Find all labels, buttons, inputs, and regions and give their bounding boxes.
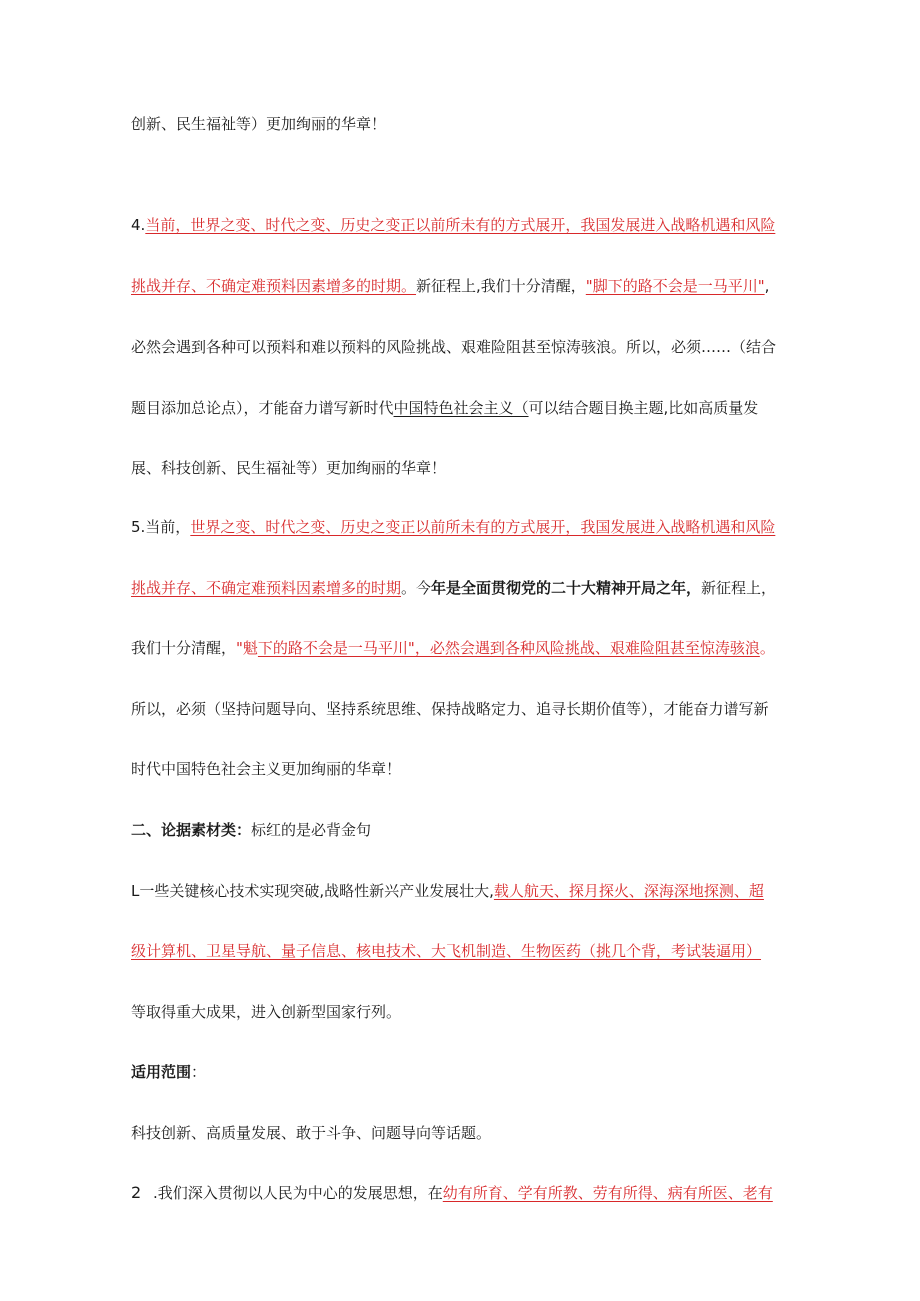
text-run: 所以，必须（坚持问题导向、坚持系统思维、保持战略定力、追寻长期价值等），才能奋力谱写新: [131, 700, 769, 718]
item-number: 2: [131, 1183, 142, 1202]
paragraph-4-line-1: [131, 213, 796, 237]
highlighted-text: 下的路不会是一马平川"，必然会遇到各种风险挑战、艰难险阻甚至惊涛骇浪: [257, 639, 760, 657]
material-1-line-2: [131, 939, 796, 963]
paragraph-5-line-4: [131, 697, 796, 721]
section-heading: [131, 818, 796, 842]
material-2-line-1: [131, 1181, 796, 1205]
scope-label: [131, 1060, 796, 1084]
item-number: 5.当前，: [131, 518, 191, 536]
highlighted-text: 载人航天、探月探火、深海深地探测、超: [493, 882, 764, 900]
text-run: 。: [759, 639, 775, 657]
underlined-text: 中国特色社会主义（: [393, 399, 529, 417]
bold-text: 适用范围: [131, 1063, 192, 1081]
text-run: 。今: [401, 579, 432, 597]
paragraph-4-line-4: [131, 396, 796, 420]
item-number: 4.: [131, 216, 146, 234]
paragraph-5-line-2: [131, 576, 796, 600]
highlighted-text: 当前，世界之变、时代之变、历史之变正以前所未有的方式展开，我国发展进入战略机遇和风险: [145, 216, 776, 234]
text-run: .我们深入贯彻以人民为中心的发展思想，在: [153, 1184, 443, 1202]
highlighted-text: 级计算机、卫星导航、量子信息、核电技术、大飞机制造、生物医药（挑几个背，考试装逼用）: [131, 942, 762, 960]
material-1-line-3: [131, 1000, 796, 1024]
highlighted-text: 挑战并存、不确定难预料因素增多的时期: [131, 579, 402, 597]
text-run: 创新、民生福祉等）更加绚丽的华章！: [131, 115, 387, 133]
highlighted-text: 挑战并存、不确定难预料因素增多的时期。: [131, 277, 417, 295]
text-run: 必然会遇到各种可以预料和难以预料的风险挑战、艰难险阻甚至惊涛骇浪。所以，必须……（结合: [131, 338, 777, 356]
bold-text: 年是全面贯彻党的二十大精神开局之年，: [431, 579, 702, 597]
paragraph-4-line-5: [131, 456, 796, 480]
text-run: 新征程上，: [701, 579, 777, 597]
text-run: 可以结合题目换主题,比如高质量发: [528, 399, 759, 417]
heading-bold: 二、论据素材类：: [131, 821, 252, 839]
paragraph-5-line-3: [131, 636, 796, 660]
text-run: 科技创新、高质量发展、敢于斗争、问题导向等话题。: [131, 1124, 492, 1142]
highlighted-text: 世界之变、时代之变、历史之变正以前所未有的方式展开，我国发展进入战略机遇和风险: [190, 518, 776, 536]
text-run: L一些关键核心技术实现突破,战略性新兴产业发展壮大,: [131, 882, 494, 900]
text-run: 展、科技创新、民生福祉等）更加绚丽的华章！: [131, 459, 447, 477]
text-run: ,: [764, 277, 770, 295]
paragraph-line: [131, 112, 796, 136]
text-run: 新征程上,我们十分清醒，: [416, 277, 586, 295]
highlighted-text: "魁: [236, 639, 258, 657]
highlighted-quote: "脚下的路不会是一马平川": [585, 277, 765, 295]
paragraph-4-line-2: [131, 274, 796, 298]
paragraph-5-line-5: [131, 757, 796, 781]
scope-text: [131, 1121, 796, 1145]
text-run: 等取得重大成果，进入创新型国家行列。: [131, 1003, 402, 1021]
text-run: 我们十分清醒，: [131, 639, 237, 657]
highlighted-text: 幼有所育、学有所教、劳有所得、病有所医、老有: [442, 1184, 773, 1202]
material-1-line-1: [131, 879, 796, 903]
heading-note: 标红的是必背金句: [251, 821, 372, 839]
text-run: 时代中国特色社会主义更加绚丽的华章！: [131, 760, 402, 778]
paragraph-4-line-3: [131, 335, 796, 359]
paragraph-5-line-1: [131, 515, 796, 539]
text-run: 题目添加总论点），才能奋力谱写新时代: [131, 399, 394, 417]
text-run: ：: [191, 1063, 207, 1081]
